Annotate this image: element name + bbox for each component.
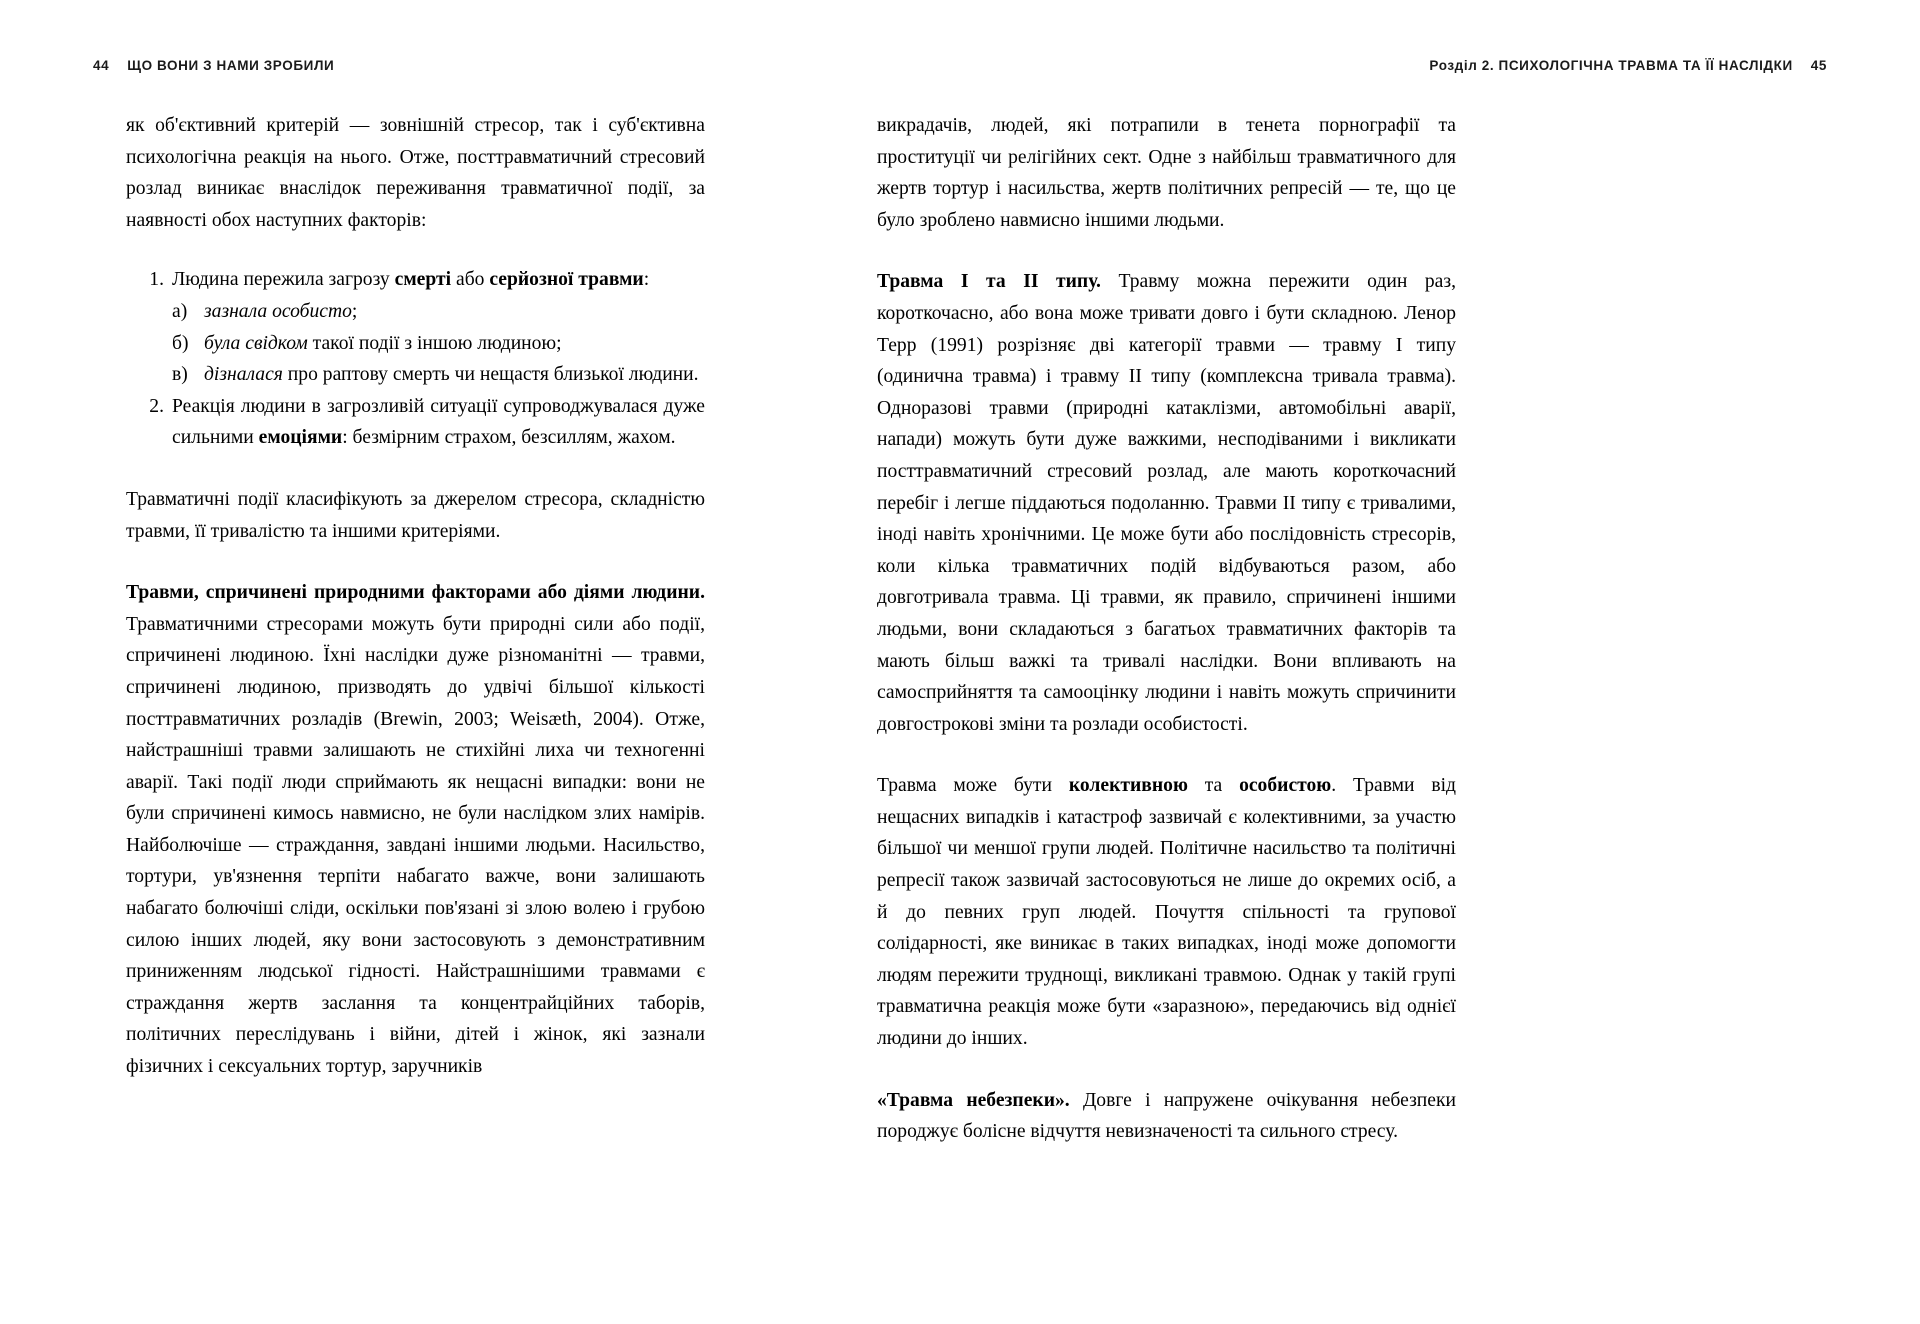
list-item-tail: : [643, 269, 650, 291]
runin-heading: Травми, спричинені природними факторами або діями людини. [126, 582, 705, 604]
paragraph-text: Довге і напружене очікування небезпеки породжує болісне відчуття невизначеності та сильного стресу. [877, 1089, 1456, 1143]
left-column-text [126, 110, 705, 1083]
paragraph-text: Травматичними стресорами можуть бути природні сили або події, спричинені людиною. Їхні наслідки дуже різноманітні — травми, спричинені людиною, призводять до удвічі більшої кількості посттравматичних розладів (Brewin, 2003; Weisæth, 2004). Отже, найстрашніші травми залишають не стихійні лиха чи техногенні аварії. Такі події люди сприймають як нещасні випадки: вони не були спричинені кимось навмисно, не були наслідком злих намірів. Найболючіше — страждання, завдані іншими людьми. Насильство, тортури, ув'язнення терпіти набагато важче, вони залишають набагато болючіші сліди, оскільки пов'язані зі злою волею і грубою силою інших людей, яку вони застосовують з демонстративним приниженням людської гідності. Найстрашнішими травмами є страждання жертв заслання та концентрайційних таборів, політичних переслідувань і війни, дітей і жінок, які зазнали фізичних і сексуальних тортур, заручників [126, 613, 705, 1078]
list-item [126, 391, 705, 454]
right-column-text [877, 110, 1456, 1148]
paragraph: як об'єктивний критерій — зовнішній стресор, так і суб'єктивна психологічна реакція на нього. Отже, посттравматичний стресовий розлад виникає внаслідок переживання травматичної події, за наявності обох наступних факторів: [126, 115, 705, 231]
paragraph-tail: . Травми від нещасних випадків і катастроф зазвичай є колективними, за участю більшої чи меншої групи людей. Політичне насильство та політичні репресії також зазвичай застосовуються не лише до окремих осіб, а й до певних груп людей. Почуття спільності та групової солідарності, яке виникає в таких випадках, іноді може допомогти людям пережити труднощі, викликані травмою. Однак у такій групі травматична реакція може бути «заразною», передаючись від однієї людини до інших. [877, 775, 1456, 1050]
paragraph [877, 770, 1456, 1054]
sub-item-tail: про раптову смерть чи нещастя близької людини. [282, 364, 699, 386]
list-item [126, 264, 705, 296]
running-head-left [93, 58, 334, 73]
paragraph-with-runin-heading [877, 266, 1456, 740]
page-number-left: 44 [93, 58, 110, 73]
paragraph-text: Травму можна пережити один раз, короткочасно, або вона може тривати довго і бути складною. Ленор Терр (1991) розрізняє дві категорії травми — травму I типу (одинична травма) і травму II типу (комплексна тривала травма). Одноразові травми (природні катаклізми, автомобільні аварії, напади) можуть бути дуже важкими, несподіваними і викликати посттравматичний стресовий розлад, але мають короткочасний перебіг і легше піддаються подоланню. Травми II типу є тривалими, іноді навіть хронічними. Це може бути або послідовність стресорів, коли кілька травматичних подій відбуваються разом, або довготривала травма. Ці травми, як правило, спричинені іншими людьми, вони складаються з багатьох травматичних факторів та мають більш важкі та тривалі наслідки. Вони впливають на самосприйняття та самооцінку людини і навіть можуть спричинити довгострокові зміни та розлади особистості. [877, 271, 1456, 735]
sub-item-marker: б) [172, 332, 189, 354]
page-number-right: 45 [1810, 58, 1827, 73]
paragraph-with-runin-heading [126, 577, 705, 1083]
list-item-lead: Реакція людини в загрозливій ситуації супроводжувалася дуже сильними [172, 395, 705, 449]
running-head-right-title: Розділ 2. ПСИХОЛОГІЧНА ТРАВМА ТА ЇЇ НАСЛІДКИ [1429, 58, 1793, 73]
runin-heading: Травма I та II типу. [877, 271, 1101, 293]
list-item-number: 2. [149, 395, 164, 417]
runin-heading: «Травма небезпеки». [877, 1089, 1070, 1111]
sub-list-item-b [126, 328, 705, 360]
list-item-lead: Людина пережила загрозу [172, 269, 395, 291]
list-item-bold-2: серйозної травми [489, 269, 644, 291]
list-item-bold-1: емоціями [258, 427, 343, 449]
paragraph-bold-1: колективною [1068, 775, 1188, 797]
list-item-bold-1: смерті [394, 269, 452, 291]
sub-item-italic: була свідком [204, 332, 308, 354]
list-item-mid: або [451, 269, 490, 291]
paragraph-bold-2: особистою [1239, 775, 1332, 797]
list-item-tail: : безмірним страхом, безсиллям, жахом. [342, 427, 676, 449]
sub-item-marker: в) [172, 364, 188, 386]
paragraph: викрадачів, людей, які потрапили в тенета порнографії та проституції чи релігійних сект. Одне з найбільш травматичного для жертв тортур і насильства, жертв політичних репресій — те, що це було зроблено навмисно іншими людьми. [877, 115, 1456, 231]
running-head-right [1429, 58, 1827, 73]
paragraph-lead: Травма може бути [877, 775, 1069, 797]
sub-item-italic: зазнала особисто [204, 300, 352, 322]
sub-item-tail: такої події з іншою людиною; [307, 332, 562, 354]
running-head-left-title: ЩО ВОНИ З НАМИ ЗРОБИЛИ [127, 58, 335, 73]
sub-item-marker: а) [172, 300, 188, 322]
sub-item-italic: дізналася [204, 364, 283, 386]
sub-list-item-c [126, 359, 705, 391]
numbered-list [126, 264, 705, 454]
list-item-number: 1. [149, 269, 164, 291]
paragraph-mid: та [1187, 775, 1240, 797]
sub-list-item-a [126, 296, 705, 328]
paragraph-with-runin-heading [877, 1085, 1456, 1148]
sub-item-tail: ; [351, 300, 358, 322]
paragraph: Травматичні події класифікують за джерелом стресора, складністю травми, її тривалістю та іншими критеріями. [126, 488, 705, 542]
